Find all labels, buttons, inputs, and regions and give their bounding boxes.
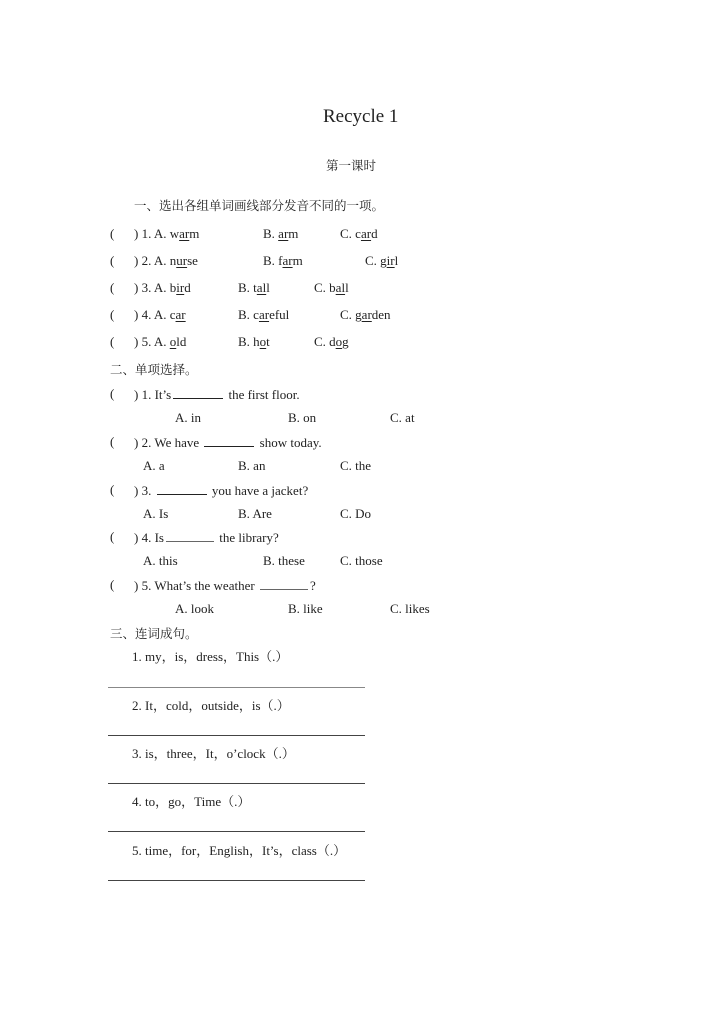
option-b: B. arm [263, 226, 299, 241]
fill-blank[interactable] [157, 482, 207, 495]
option-a: A. this [143, 553, 178, 568]
answer-paren: ( [110, 307, 115, 322]
scrambled-words: 5. time，for，English，It’s，class（.） [132, 843, 347, 858]
option-b: B. farm [263, 253, 303, 268]
answer-paren: ( [110, 434, 115, 449]
section1-heading: 一、选出各组单词画线部分发音不同的一项。 [134, 198, 385, 213]
answer-paren: ( [110, 280, 115, 295]
option-a: A. Is [143, 506, 169, 521]
answer-line[interactable] [108, 831, 365, 832]
option-c: C. girl [365, 253, 399, 268]
option-b: B. like [288, 601, 323, 616]
question-text: ) 4. Is the library? [134, 530, 279, 545]
option-b: B. careful [238, 307, 290, 322]
answer-paren: ( [110, 482, 115, 497]
lesson-subtitle: 第一课时 [326, 158, 377, 173]
answer-line[interactable] [108, 735, 365, 736]
option-b: B. on [288, 410, 317, 425]
answer-line[interactable] [108, 687, 365, 688]
option-a: ) 1. A. warm [134, 226, 200, 241]
option-b: B. tall [238, 280, 270, 295]
fill-blank[interactable] [260, 577, 308, 590]
option-b: B. hot [238, 334, 270, 349]
answer-paren: ( [110, 577, 115, 592]
question-text: ) 3. you have a jacket? [134, 483, 309, 498]
section3-heading: 三、连词成句。 [110, 626, 198, 641]
option-b: B. an [238, 458, 266, 473]
fill-blank[interactable] [173, 386, 223, 399]
option-a: ) 3. A. bird [134, 280, 191, 295]
option-c: C. those [340, 553, 383, 568]
answer-line[interactable] [108, 880, 365, 881]
option-c: C. garden [340, 307, 391, 322]
option-c: C. likes [390, 601, 430, 616]
answer-paren: ( [110, 226, 115, 241]
question-text: ) 5. What’s the weather ? [134, 578, 316, 593]
option-b: B. Are [238, 506, 272, 521]
option-a: A. look [175, 601, 214, 616]
option-c: C. at [390, 410, 415, 425]
fill-blank[interactable] [166, 529, 214, 542]
answer-paren: ( [110, 253, 115, 268]
option-b: B. these [263, 553, 305, 568]
option-c: C. the [340, 458, 372, 473]
worksheet-title: Recycle 1 [323, 106, 399, 127]
scrambled-words: 3. is，three，It，o’clock（.） [132, 746, 295, 761]
option-c: C. card [340, 226, 378, 241]
question-text: ) 1. It’s the first floor. [134, 387, 300, 402]
answer-paren: ( [110, 334, 115, 349]
option-c: C. dog [314, 334, 349, 349]
option-a: A. a [143, 458, 165, 473]
answer-line[interactable] [108, 783, 365, 784]
scrambled-words: 4. to，go，Time（.） [132, 794, 251, 809]
scrambled-words: 2. It，cold，outside，is（.） [132, 698, 290, 713]
answer-paren: ( [110, 386, 115, 401]
fill-blank[interactable] [204, 434, 254, 447]
scrambled-words: 1. my，is，dress，This（.） [132, 649, 289, 664]
option-a: ) 2. A. nurse [134, 253, 198, 268]
option-a: ) 4. A. car [134, 307, 186, 322]
option-c: C. ball [314, 280, 349, 295]
question-text: ) 2. We have show today. [134, 435, 322, 450]
option-a: A. in [175, 410, 201, 425]
option-a: ) 5. A. old [134, 334, 187, 349]
option-c: C. Do [340, 506, 372, 521]
answer-paren: ( [110, 529, 115, 544]
section2-heading: 二、单项选择。 [110, 362, 198, 377]
